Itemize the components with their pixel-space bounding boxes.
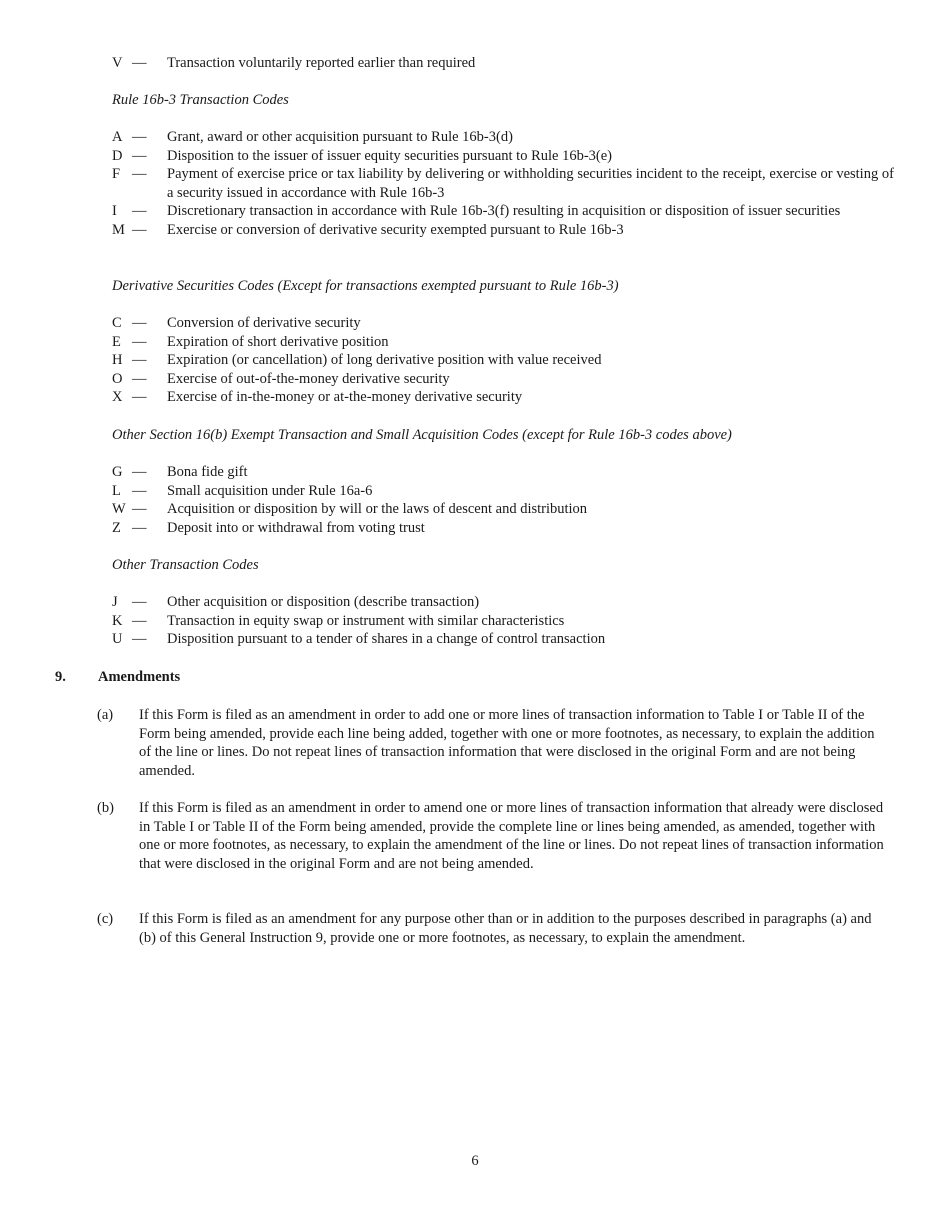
code-text: Discretionary transaction in accordance with Rule 16b-3(f) resulting in acquisition or disposition of issuer securities <box>167 203 841 220</box>
code-row-w <box>112 500 894 519</box>
code-dash: — <box>132 370 147 387</box>
code-row-e <box>112 333 894 352</box>
code-list-other-transaction <box>112 593 894 649</box>
code-letter: K <box>112 612 123 629</box>
code-list-derivative <box>112 314 894 407</box>
code-row-d <box>112 147 894 166</box>
code-letter: Z <box>112 519 121 536</box>
code-row-x <box>112 388 894 407</box>
paragraph-label: (c) <box>97 911 114 927</box>
code-row-o <box>112 370 894 389</box>
code-text: Conversion of derivative security <box>167 315 361 331</box>
page-number: 6 <box>471 1153 479 1169</box>
code-text: Other acquisition or disposition (describe transaction) <box>167 594 480 610</box>
code-text: Disposition pursuant to a tender of shares in a change of control transaction <box>167 631 606 648</box>
code-text: Small acquisition under Rule 16a-6 <box>167 482 373 499</box>
code-dash: — <box>132 129 147 145</box>
code-text: Expiration (or cancellation) of long derivative position with value received <box>167 352 602 369</box>
section-number: 9. <box>55 669 66 685</box>
code-list-section-16b <box>112 463 894 537</box>
code-list-rule-16b3 <box>112 128 894 240</box>
paragraph-text: If this Form is filed as an amendment in order to amend one or more lines of transaction information that already were disclosed in Table I or Table II of the Form being amended, provide the complete line or lines being amended, as amended, together with one or more footnotes, as necessary, to explain the amendment of the line or lines. Do not repeat lines of transaction information that were disclosed in the original Form and are not being amended. <box>139 800 884 872</box>
code-row-g <box>112 463 894 482</box>
group-heading-rule-16b3: Rule 16b-3 Transaction Codes <box>112 92 289 108</box>
code-row-u <box>112 630 894 649</box>
paragraph-a <box>97 706 887 780</box>
code-text: Grant, award or other acquisition pursuant to Rule 16b-3(d) <box>167 129 513 145</box>
code-dash: — <box>132 55 147 71</box>
code-letter: U <box>112 631 123 648</box>
code-dash: — <box>132 389 147 406</box>
group-heading-other-transaction: Other Transaction Codes <box>112 557 259 573</box>
code-text: Payment of exercise price or tax liability by delivering or withholding securities incident to the receipt, exercise or vesting of a security issued in accordance with Rule 16b-3 <box>167 166 894 201</box>
code-row-h <box>112 351 894 370</box>
code-text: Transaction in equity swap or instrument with similar characteristics <box>167 612 565 629</box>
code-row-c <box>112 314 894 333</box>
code-letter: E <box>112 333 121 350</box>
paragraph-text: If this Form is filed as an amendment in order to add one or more lines of transaction information to Table I or Table II of the Form being amended, provide each line being added, together with one or more footnotes, as necessary, to explain the addition of the line or lines. Do not repeat lines of transaction information that were disclosed in the original Form and are not being amended. <box>139 707 875 779</box>
code-dash: — <box>132 631 147 648</box>
code-row-j <box>112 593 894 612</box>
code-letter: V <box>112 55 123 71</box>
paragraph-label: (a) <box>97 707 114 723</box>
code-text: Bona fide gift <box>167 464 248 480</box>
code-dash: — <box>132 166 147 183</box>
code-text: Exercise of out-of-the-money derivative security <box>167 370 450 387</box>
code-letter: X <box>112 389 123 406</box>
group-heading-section-16b: Other Section 16(b) Exempt Transaction and Small Acquisition Codes (except for Rule 16b-3 codes above) <box>112 427 732 443</box>
code-dash: — <box>132 464 147 480</box>
code-text: Acquisition or disposition by will or the laws of descent and distribution <box>167 501 588 518</box>
code-letter: A <box>112 129 123 145</box>
code-dash: — <box>132 147 147 164</box>
code-text: Exercise or conversion of derivative security exempted pursuant to Rule 16b-3 <box>167 221 624 238</box>
code-row-a <box>112 128 894 147</box>
group-heading-derivative: Derivative Securities Codes (Except for transactions exempted pursuant to Rule 16b-3) <box>112 278 619 294</box>
code-letter: G <box>112 464 123 480</box>
code-row-k <box>112 612 894 631</box>
code-text: Disposition to the issuer of issuer equity securities pursuant to Rule 16b-3(e) <box>167 147 612 164</box>
code-dash: — <box>132 519 147 536</box>
code-dash: — <box>132 315 147 331</box>
code-dash: — <box>132 352 147 369</box>
code-letter: D <box>112 147 123 164</box>
code-dash: — <box>132 221 147 238</box>
code-dash: — <box>132 333 147 350</box>
code-dash: — <box>132 594 147 610</box>
code-letter: C <box>112 315 122 331</box>
code-letter: H <box>112 352 123 369</box>
code-letter: F <box>112 166 121 183</box>
code-dash: — <box>132 501 147 518</box>
code-dash: — <box>132 612 147 629</box>
intro-code-list <box>112 54 894 73</box>
code-row-m <box>112 221 894 240</box>
code-text: Expiration of short derivative position <box>167 333 389 350</box>
code-text: Deposit into or withdrawal from voting trust <box>167 519 425 536</box>
section-title: Amendments <box>98 669 181 685</box>
code-letter: J <box>112 594 118 610</box>
paragraph-b <box>97 799 887 873</box>
code-letter: M <box>112 221 125 238</box>
code-row-v <box>112 54 894 73</box>
code-letter: O <box>112 370 123 387</box>
code-letter: L <box>112 482 121 499</box>
section-heading <box>55 668 180 687</box>
code-row-f <box>112 165 894 202</box>
code-letter: I <box>112 203 117 220</box>
code-row-i <box>112 202 894 221</box>
code-letter: W <box>112 501 126 518</box>
paragraph-label: (b) <box>97 800 114 816</box>
paragraph-text: If this Form is filed as an amendment for any purpose other than or in addition to the purposes described in paragraphs (a) and (b) of this General Instruction 9, provide one or more footnotes, as necessary, to explain the amendment. <box>139 911 872 946</box>
paragraph-c <box>97 910 887 947</box>
code-text: Exercise of in-the-money or at-the-money derivative security <box>167 389 523 406</box>
code-row-l <box>112 482 894 501</box>
code-row-z <box>112 519 894 538</box>
code-dash: — <box>132 203 147 220</box>
code-text: Transaction voluntarily reported earlier than required <box>167 55 476 71</box>
code-dash: — <box>132 482 147 499</box>
